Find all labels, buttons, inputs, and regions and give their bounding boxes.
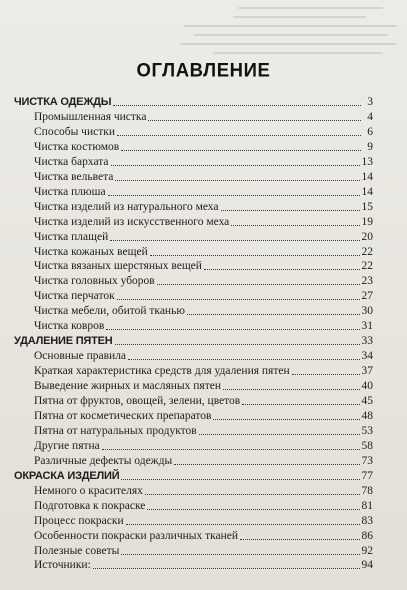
toc-entry-title: Пятна от натуральных продуктов [34,424,197,437]
toc-entry [34,348,373,362]
toc-page-number: 33 [361,335,373,348]
toc-entry-title: Чистка плюша [34,185,106,198]
toc-entry-title: Процесс покраски [34,514,124,527]
dot-leader [102,449,360,450]
toc-entry-title: УДАЛЕНИЕ ПЯТЕН [14,335,113,348]
toc-entry [34,453,373,467]
toc-entry-title: Немного о красителях [34,484,143,497]
toc-entry [34,288,373,302]
toc-page-number: 30 [361,305,373,318]
toc-entry [34,557,373,571]
toc-entry [34,273,373,287]
toc-entry [34,258,373,272]
toc-entry [34,483,373,497]
toc-entry-title: ОКРАСКА ИЗДЕЛИЙ [14,469,120,482]
toc-entry-title: Чистка перчаток [34,290,115,303]
toc-page-number: 6 [367,125,373,138]
dot-leader [111,165,360,166]
toc-entry [34,184,373,198]
dot-leader [292,374,360,375]
toc-entry [34,169,373,183]
dot-leader [148,120,361,121]
toc-page-number: 78 [361,484,373,497]
toc-page-number: 20 [361,230,373,243]
toc-entry [34,109,373,123]
toc-entry [34,124,373,138]
dot-leader [121,479,359,480]
dot-leader [115,180,359,181]
toc-entry [34,513,373,527]
toc-entry [34,303,373,317]
toc-entry [34,498,373,512]
toc-entry-title: Полезные советы [34,544,120,557]
toc-page-number: 92 [361,544,373,557]
toc-entry [34,528,373,542]
dot-leader [106,329,359,330]
toc-entry-title: Чистка вельвета [34,170,114,183]
toc-entry [34,244,373,258]
toc-entry-title: Краткая характеристика средств для удаления пятен [34,365,290,378]
toc-page-number: 45 [361,395,373,407]
dot-leader [240,539,359,540]
toc-section [14,468,373,482]
toc-entry [34,363,373,377]
bleed-through-text [165,0,407,58]
toc-entry-title: Чистка плащей [34,230,109,243]
toc-page-number: 13 [361,155,373,168]
toc-entry-title: Пятна от косметических препаратов [34,409,212,422]
toc-entry [34,438,373,452]
toc-page-number: 86 [361,529,373,542]
toc-entry [34,214,373,228]
dot-leader [117,135,361,136]
dot-leader [115,344,360,345]
toc-entry-title: Чистка ковров [34,320,105,333]
dot-leader [121,150,361,151]
toc-page-number: 22 [361,245,373,258]
toc-entry [34,543,373,557]
dot-leader [108,195,360,196]
toc-entry [34,318,373,332]
dot-leader [204,269,360,270]
toc-page-number: 9 [367,140,373,153]
toc-page-number: 27 [361,290,373,303]
toc-entry [34,139,373,153]
toc-entry-title: Чистка головных уборов [34,275,155,288]
dot-leader [223,389,359,390]
toc-page-number: 23 [361,275,373,288]
toc-page-number: 19 [361,215,373,228]
toc-page-number: 3 [367,96,373,108]
toc-entry-title: Источники: [34,559,91,572]
toc-entry-title: Чистка изделий из натурального меха [34,200,219,213]
toc-section [14,333,373,347]
dot-leader [110,240,359,241]
dot-leader [157,284,360,285]
toc-page-number: 40 [361,380,373,393]
toc-page-number: 14 [361,170,373,183]
dot-leader [128,359,359,360]
toc-entry-title: ЧИСТКА ОДЕЖДЫ [14,96,112,108]
toc-page-number: 58 [361,439,373,452]
toc-entry-title: Выведение жирных и масляных пятен [34,380,222,393]
toc-page-number: 37 [361,365,373,378]
toc-entry-title: Пятна от фруктов, овощей, зелени, цветов [34,395,241,407]
toc-page-number: 34 [361,350,373,363]
dot-leader [187,314,360,315]
toc-entry-title: Чистка мебели, обитой тканью [34,305,185,318]
dot-leader [242,404,359,405]
dot-leader [147,509,359,510]
toc-page-number: 77 [361,469,373,482]
dot-leader [199,434,360,435]
toc-page-number: 22 [361,260,373,273]
toc-entry-title: Чистка вязаных шерстяных вещей [34,260,202,273]
toc-entry [34,229,373,243]
toc-entry [34,378,373,392]
toc-page-number: 14 [361,185,373,198]
toc-entry-title: Основные правила [34,350,127,363]
dot-leader [213,419,359,420]
dot-leader [150,255,360,256]
toc-page-number: 94 [361,559,373,572]
toc-entry [34,154,373,168]
toc-entry-title: Особенности покраски различных тканей [34,529,239,542]
toc-entry-title: Чистка костюмов [34,140,120,153]
page-title: ОГЛАВЛЕНИЕ [136,58,271,81]
toc-page-number: 73 [361,454,373,467]
dot-leader [221,210,360,211]
toc-page-number: 4 [367,110,373,123]
toc-page-number: 83 [361,514,373,527]
toc-page-number: 53 [361,424,373,437]
toc-entry-title: Различные дефекты одежды [34,454,173,467]
toc-page-number: 81 [361,499,373,512]
dot-leader [113,105,361,106]
dot-leader [174,464,359,465]
toc-entry-title: Другие пятна [34,439,100,452]
toc-page-number: 48 [361,409,373,422]
toc-entry-title: Способы чистки [34,125,115,138]
toc-entry [34,199,373,213]
toc-entry [34,423,373,437]
toc-entry [34,393,373,407]
dot-leader [231,225,359,226]
toc-page-number: 15 [361,200,373,213]
toc-entry-title: Чистка изделий из искусственного меха [34,215,230,228]
dot-leader [145,494,360,495]
toc-entry-title: Чистка кожаных вещей [34,245,148,258]
toc-entry-title: Промышленная чистка [34,110,147,123]
toc-section [14,94,373,108]
dot-leader [126,524,360,525]
dot-leader [93,568,360,569]
toc-entry-title: Подготовка к покраске [34,499,146,512]
toc-entry-title: Чистка бархата [34,155,109,168]
dot-leader [117,299,360,300]
toc-entry [34,408,373,422]
toc-page-number: 31 [361,320,373,333]
dot-leader [121,554,359,555]
